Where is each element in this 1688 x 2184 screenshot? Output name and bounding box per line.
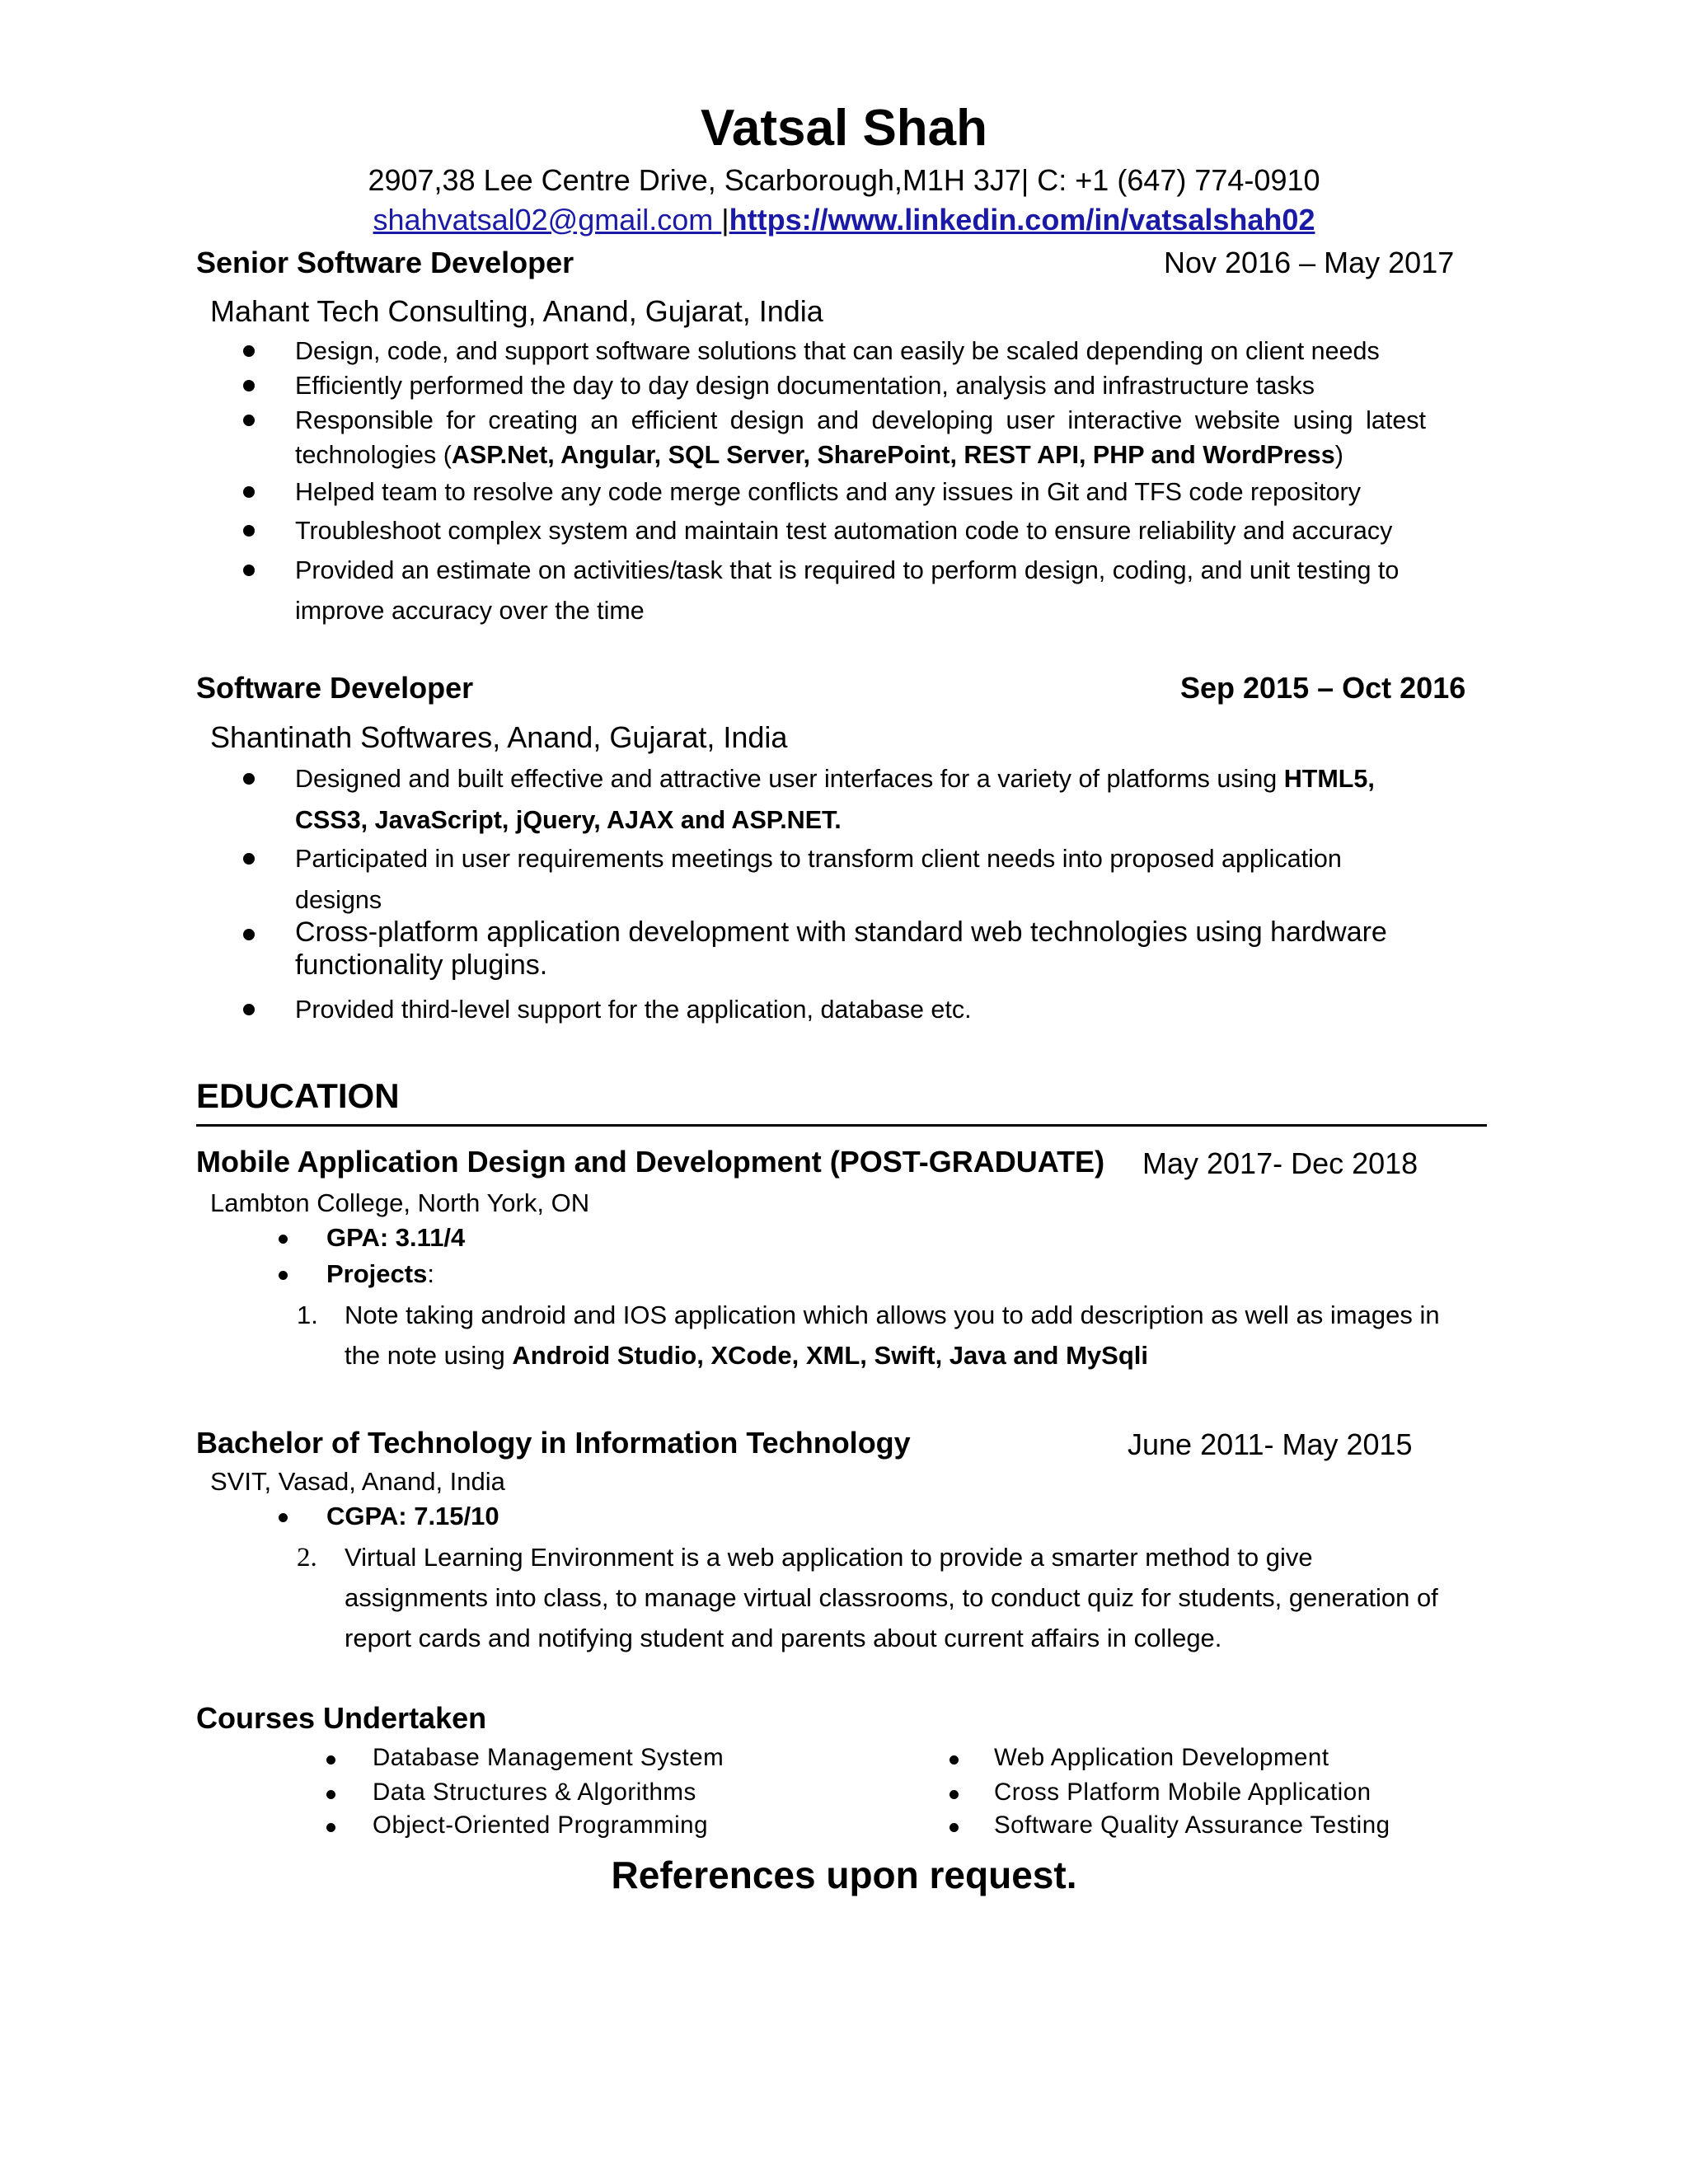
school-name: Lambton College, North York, ON	[210, 1188, 590, 1217]
school-name: SVIT, Vasad, Anand, India	[210, 1467, 505, 1496]
bullet-icon	[326, 1823, 335, 1832]
candidate-name: Vatsal Shah	[700, 100, 988, 157]
address-line: 2907,38 Lee Centre Drive, Scarborough,M1H 3J7| C: +1 (647) 774-0910	[368, 163, 1320, 197]
course-item: Data Structures & Algorithms	[373, 1779, 696, 1806]
projects-label-text: Projects	[326, 1259, 428, 1288]
bullet-icon	[243, 773, 255, 785]
project-description: report cards and notifying student and parents about current affairs in college.	[345, 1624, 1222, 1652]
tech-stack: ASP.Net, Angular, SQL Server, SharePoint, REST API, PHP and WordPress	[451, 441, 1335, 469]
job-dates: Nov 2016 – May 2017	[1164, 246, 1455, 279]
gpa: GPA: 3.11/4	[326, 1223, 466, 1252]
courses-heading: Courses Undertaken	[196, 1701, 487, 1735]
degree-dates: June 2011- May 2015	[1128, 1427, 1413, 1461]
bullet-icon	[243, 853, 255, 865]
bullet-text: )	[1334, 441, 1343, 469]
course-item: Database Management System	[373, 1744, 724, 1771]
company-name: Shantinath Softwares, Anand, Gujarat, India	[210, 720, 788, 754]
project-description: Virtual Learning Environment is a web application to provide a smarter method to give	[345, 1543, 1313, 1572]
bullet-text: Designed and built effective and attractive user interfaces for a variety of platforms using	[295, 765, 1284, 793]
job-bullet	[295, 762, 1523, 796]
tech-stack: HTML5,	[1283, 765, 1375, 793]
bullet-icon	[950, 1755, 959, 1765]
bullet-icon	[950, 1823, 959, 1832]
job-bullet-continuation: functionality plugins.	[295, 949, 548, 981]
job-title: Senior Software Developer	[196, 246, 574, 279]
job-bullet: Participated in user requirements meetings to transform client needs into proposed application	[295, 845, 1342, 873]
projects-colon: :	[427, 1259, 434, 1288]
bullet-icon	[279, 1235, 288, 1244]
job-bullet: Provided third-level support for the application, database etc.	[295, 996, 972, 1024]
tech-stack: Android Studio, XCode, XML, Swift, Java and MySqli	[512, 1341, 1148, 1370]
bullet-icon	[243, 486, 255, 498]
bullet-icon	[243, 929, 255, 940]
email-link[interactable]: shahvatsal02@gmail.com	[373, 203, 722, 237]
job-dates: Sep 2015 – Oct 2016	[1180, 671, 1466, 705]
job-bullet-continuation: designs	[295, 886, 382, 914]
job-bullet: Efficiently performed the day to day design documentation, analysis and infrastructure tasks	[295, 372, 1315, 400]
job-bullet-continuation: improve accuracy over the time	[295, 597, 645, 625]
project-number: 1.	[297, 1301, 318, 1329]
job-bullet-continuation	[295, 438, 1523, 472]
bullet-icon	[243, 345, 255, 357]
job-bullet: Provided an estimate on activities/task that is required to perform design, coding, and unit testing to	[295, 556, 1400, 584]
bullet-icon	[279, 1271, 288, 1280]
bullet-icon	[243, 1004, 255, 1015]
degree-dates: May 2017- Dec 2018	[1142, 1146, 1418, 1180]
job-bullet-continuation: CSS3, JavaScript, jQuery, AJAX and ASP.NET.	[295, 806, 842, 834]
course-item: Cross Platform Mobile Application	[994, 1779, 1372, 1806]
company-name: Mahant Tech Consulting, Anand, Gujarat, India	[210, 294, 823, 328]
linkedin-link[interactable]: https://www.linkedin.com/in/vatsalshah02	[729, 203, 1315, 237]
bullet-icon	[950, 1790, 959, 1799]
course-item: Object-Oriented Programming	[373, 1811, 708, 1839]
job-bullet: Design, code, and support software solutions that can easily be scaled depending on client needs	[295, 337, 1380, 365]
job-bullet: Responsible for creating an efficient design and developing user interactive website using latest	[295, 406, 1426, 434]
course-item: Software Quality Assurance Testing	[994, 1811, 1390, 1839]
contact-separator: |	[721, 203, 729, 237]
project-description: assignments into class, to manage virtual classrooms, to conduct quiz for students, generation of	[345, 1583, 1438, 1612]
references-note: References upon request.	[611, 1854, 1077, 1896]
bullet-icon	[279, 1513, 288, 1522]
gpa: CGPA: 7.15/10	[326, 1502, 499, 1530]
degree-title: Bachelor of Technology in Information Technology	[196, 1426, 911, 1460]
project-text: the note using	[345, 1341, 513, 1370]
bullet-icon	[243, 565, 255, 576]
bullet-icon	[243, 415, 255, 426]
bullet-text: technologies (	[295, 441, 452, 469]
section-divider	[196, 1124, 1487, 1127]
job-title: Software Developer	[196, 671, 474, 705]
job-bullet: Helped team to resolve any code merge conflicts and any issues in Git and TFS code repository	[295, 478, 1361, 506]
course-item: Web Application Development	[994, 1744, 1329, 1771]
project-number: 2.	[297, 1543, 317, 1572]
bullet-icon	[326, 1790, 335, 1799]
bullet-icon	[243, 380, 255, 391]
project-description: Note taking android and IOS application which allows you to add description as well as images in	[345, 1301, 1440, 1329]
contact-line	[0, 203, 1688, 237]
bullet-icon	[326, 1755, 335, 1765]
projects-label	[326, 1259, 434, 1289]
job-bullet: Troubleshoot complex system and maintain test automation code to ensure reliability and accuracy	[295, 517, 1393, 545]
degree-title: Mobile Application Design and Development (POST-GRADUATE)	[196, 1145, 1105, 1179]
education-heading: EDUCATION	[196, 1076, 400, 1115]
bullet-icon	[243, 525, 255, 537]
project-description-continuation	[345, 1341, 1148, 1371]
job-bullet: Cross-platform application development with standard web technologies using hardware	[295, 916, 1387, 948]
